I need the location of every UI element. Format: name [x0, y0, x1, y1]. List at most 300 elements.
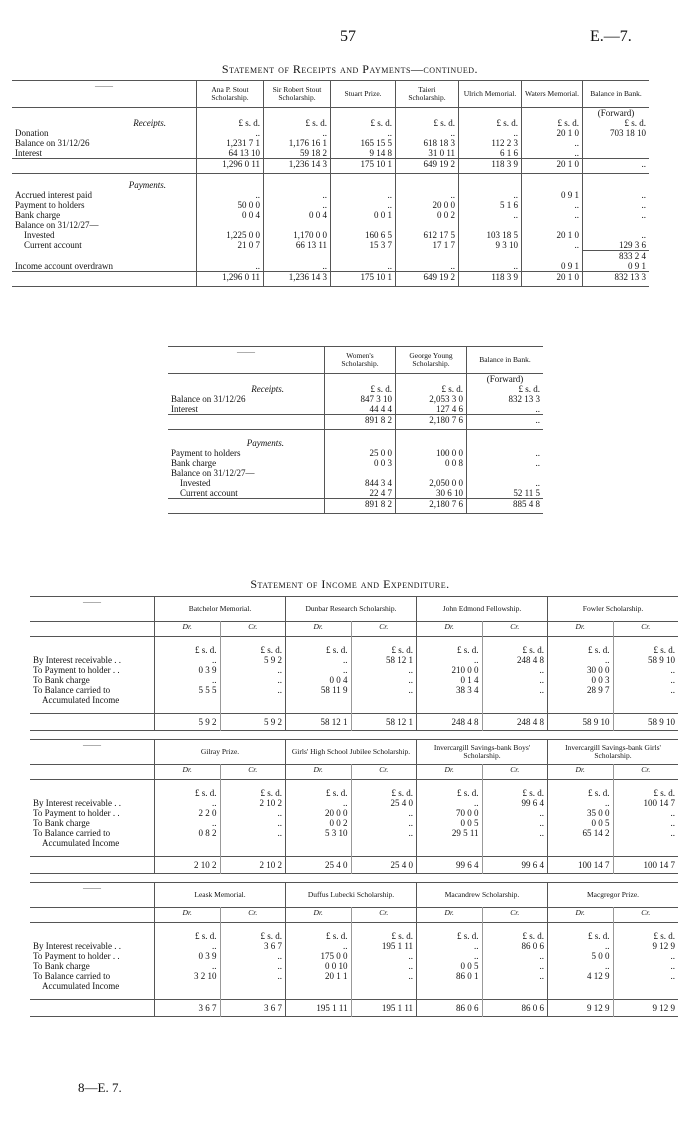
cr-label: Cr. — [613, 622, 678, 637]
dr-label: Dr. — [286, 908, 352, 923]
total-cell: 1,296 0 11 — [197, 159, 264, 174]
row-label: By Interest receivable . . — [33, 941, 121, 951]
row-label: To Bank charge — [33, 675, 90, 685]
cell: 0 0 4 — [264, 210, 331, 220]
payments-heading: Payments. — [246, 438, 284, 448]
cell: .. — [467, 458, 544, 468]
cell — [583, 138, 650, 148]
cell: 0 0 3 — [548, 675, 614, 685]
cell: 30 6 10 — [396, 488, 467, 499]
cell: .. — [482, 971, 548, 981]
total-cell: 118 3 9 — [459, 159, 522, 174]
cell: .. — [197, 190, 264, 200]
cr-label: Cr. — [220, 908, 286, 923]
row-label: To Balance carried to — [33, 685, 111, 695]
units: £ s. d. — [220, 645, 286, 655]
total-cell: 9 12 9 — [548, 1000, 614, 1017]
header-dash: —— — [83, 883, 101, 893]
cell: .. — [467, 448, 544, 458]
cell: 100 14 7 — [613, 798, 678, 808]
row-label: To Payment to holder . . — [33, 808, 120, 818]
cell: 25 4 0 — [351, 798, 417, 808]
row-label: Donation — [15, 128, 49, 138]
total-cell: 649 19 2 — [396, 159, 459, 174]
cell: 2,050 0 0 — [396, 478, 467, 488]
cell: 17 1 7 — [396, 240, 459, 251]
fund-header: Duffus Lubecki Scholarship. — [286, 883, 417, 908]
page-footer: 8—E. 7. — [78, 1080, 122, 1095]
units: £ s. d. — [482, 788, 548, 798]
total-cell: 58 9 10 — [548, 714, 614, 731]
cell: 210 0 0 — [417, 665, 483, 675]
cell: .. — [613, 665, 678, 675]
dr-label: Dr. — [548, 765, 614, 780]
bank-subtotal: 833 2 4 — [583, 251, 650, 262]
cell: .. — [220, 961, 286, 971]
fund-header: Gilray Prize. — [155, 740, 286, 765]
cell: 86 0 1 — [417, 971, 483, 981]
col-womens: Women's Scholarship. — [325, 347, 396, 374]
cell: .. — [220, 685, 286, 695]
cell: 0 0 4 — [286, 675, 352, 685]
cell: .. — [155, 675, 221, 685]
fund-header: Invercargill Savings-bank Girls' Scholarship. — [548, 740, 679, 765]
income-expenditure-title: Statement of Income and Expenditure. — [250, 577, 450, 591]
units: £ s. d. — [459, 118, 522, 128]
total-cell: 195 1 11 — [286, 1000, 352, 1017]
cell: .. — [351, 971, 417, 981]
cr-label: Cr. — [482, 908, 548, 923]
ie-block — [30, 882, 678, 1017]
total-cell: 20 1 0 — [522, 272, 583, 287]
cell: .. — [264, 200, 331, 210]
cell: 0 0 1 — [331, 210, 396, 220]
cr-label: Cr. — [220, 622, 286, 637]
cell: 15 3 7 — [331, 240, 396, 251]
cell: 22 4 7 — [325, 488, 396, 499]
cell: .. — [396, 190, 459, 200]
cell: .. — [613, 828, 678, 838]
row-label: Accumulated Income — [42, 838, 120, 848]
total-cell: 5 9 2 — [220, 714, 286, 731]
header-dash: —— — [237, 347, 255, 357]
cell: 847 3 10 — [325, 394, 396, 404]
units: £ s. d. — [220, 788, 286, 798]
cell: 0 9 1 — [522, 190, 583, 200]
cell: .. — [522, 210, 583, 220]
fund-header: Dunbar Research Scholarship. — [286, 597, 417, 622]
units: £ s. d. — [613, 931, 678, 941]
cell: .. — [583, 210, 650, 220]
cell: .. — [351, 808, 417, 818]
cell: .. — [522, 240, 583, 251]
cell: .. — [522, 138, 583, 148]
cell: .. — [613, 685, 678, 695]
cell: .. — [197, 261, 264, 272]
cell: .. — [482, 685, 548, 695]
units: £ s. d. — [351, 645, 417, 655]
total-cell: 58 12 1 — [351, 714, 417, 731]
units: £ s. d. — [351, 788, 417, 798]
fund-header: Invercargill Savings-bank Boys' Scholarship. — [417, 740, 548, 765]
dr-label: Dr. — [417, 908, 483, 923]
header-dash: —— — [83, 597, 101, 607]
row-label: To Payment to holder . . — [33, 951, 120, 961]
row-label: Balance on 31/12/26 — [15, 138, 90, 148]
cell: .. — [331, 128, 396, 138]
row-label: Income account overdrawn — [15, 261, 113, 271]
row-label: Accumulated Income — [42, 695, 120, 705]
total-cell: 832 13 3 — [583, 272, 650, 287]
units: £ s. d. — [417, 788, 483, 798]
cell: 20 1 0 — [522, 230, 583, 240]
cell: .. — [351, 961, 417, 971]
cell: 58 11 9 — [286, 685, 352, 695]
row-label: Current account — [180, 488, 238, 498]
cell: 65 14 2 — [548, 828, 614, 838]
cell: 20 1 1 — [286, 971, 352, 981]
cell: 0 0 2 — [286, 818, 352, 828]
cell: 618 18 3 — [396, 138, 459, 148]
cell: 612 17 5 — [396, 230, 459, 240]
units: £ s. d. — [286, 645, 352, 655]
total-cell: 1,236 14 3 — [264, 272, 331, 287]
income-expenditure-tables — [30, 596, 678, 1025]
cell: 2,053 3 0 — [396, 394, 467, 404]
cell: .. — [459, 210, 522, 220]
cell: 248 4 8 — [482, 655, 548, 665]
cell: .. — [482, 808, 548, 818]
cell: .. — [331, 200, 396, 210]
dr-label: Dr. — [286, 765, 352, 780]
cell: 175 0 0 — [286, 951, 352, 961]
ie-block — [30, 739, 678, 874]
dr-label: Dr. — [155, 908, 221, 923]
cell: .. — [613, 675, 678, 685]
cell: .. — [482, 828, 548, 838]
col-balance-bank: Balance in Bank. — [583, 81, 650, 108]
units: £ s. d. — [548, 645, 614, 655]
total-cell: 1,296 0 11 — [197, 272, 264, 287]
cr-label: Cr. — [351, 622, 417, 637]
receipts-payments-title: Statement of Receipts and Payments—continued. — [221, 62, 479, 76]
cell: 28 9 7 — [548, 685, 614, 695]
total-cell: 175 10 1 — [331, 159, 396, 174]
cell: 9 3 10 — [459, 240, 522, 251]
cell: .. — [351, 685, 417, 695]
cell: 5 5 5 — [155, 685, 221, 695]
cell: .. — [286, 665, 352, 675]
cr-label: Cr. — [351, 765, 417, 780]
cell: 0 0 8 — [396, 458, 467, 468]
dr-label: Dr. — [286, 622, 352, 637]
cell: .. — [351, 951, 417, 961]
cell: 86 0 6 — [482, 941, 548, 951]
total-cell: 25 4 0 — [286, 857, 352, 874]
cr-label: Cr. — [613, 908, 678, 923]
units: £ s. d. — [155, 788, 221, 798]
cell: .. — [331, 261, 396, 272]
total-cell: 195 1 11 — [351, 1000, 417, 1017]
cell: 1,176 16 1 — [264, 138, 331, 148]
cell: .. — [351, 828, 417, 838]
receipts-heading: Receipts. — [133, 118, 166, 128]
units: £ s. d. — [155, 931, 221, 941]
cell: .. — [459, 128, 522, 138]
cell: 70 0 0 — [417, 808, 483, 818]
cell: 195 1 11 — [351, 941, 417, 951]
units: £ s. d. — [220, 931, 286, 941]
row-label: To Balance carried to — [33, 971, 111, 981]
total-cell: 3 6 7 — [220, 1000, 286, 1017]
cell: 2 10 2 — [220, 798, 286, 808]
units: £ s. d. — [197, 118, 264, 128]
cr-label: Cr. — [220, 765, 286, 780]
cell: 59 18 2 — [264, 148, 331, 159]
row-label: Balance on 31/12/27— — [171, 468, 255, 478]
units: £ s. d. — [264, 118, 331, 128]
forward-label: (Forward) — [583, 108, 650, 119]
cell: .. — [155, 655, 221, 665]
cell: 0 1 4 — [417, 675, 483, 685]
cr-label: Cr. — [482, 622, 548, 637]
cell: .. — [467, 478, 544, 488]
col-waters: Waters Memorial. — [522, 81, 583, 108]
total-cell: 99 6 4 — [417, 857, 483, 874]
cell: .. — [417, 941, 483, 951]
cell: 129 3 6 — [583, 240, 650, 251]
cell: .. — [417, 655, 483, 665]
cell: .. — [220, 665, 286, 675]
cell: 3 6 7 — [220, 941, 286, 951]
cell: .. — [613, 951, 678, 961]
units: £ s. d. — [286, 931, 352, 941]
row-label: Bank charge — [15, 210, 61, 220]
cell: 44 4 4 — [325, 404, 396, 415]
cell: .. — [548, 941, 614, 951]
cr-label: Cr. — [613, 765, 678, 780]
units: £ s. d. — [286, 788, 352, 798]
row-label: Bank charge — [171, 458, 217, 468]
cell: 9 12 9 — [613, 941, 678, 951]
cell: .. — [331, 190, 396, 200]
cell: 0 0 5 — [548, 818, 614, 828]
row-label: To Bank charge — [33, 818, 90, 828]
receipts-payments-table — [12, 80, 649, 287]
cell: .. — [613, 961, 678, 971]
cell: .. — [286, 655, 352, 665]
units: £ s. d. — [417, 645, 483, 655]
cell: .. — [155, 818, 221, 828]
cell: 0 9 1 — [522, 261, 583, 272]
cell: 35 0 0 — [548, 808, 614, 818]
total-cell: 248 4 8 — [417, 714, 483, 731]
header-dash: —— — [83, 740, 101, 750]
row-label: Interest — [15, 148, 42, 158]
row-label: Payment to holders — [15, 200, 85, 210]
total-cell: 3 6 7 — [155, 1000, 221, 1017]
row-label: Current account — [24, 240, 82, 250]
dr-label: Dr. — [548, 908, 614, 923]
cell: 0 0 3 — [325, 458, 396, 468]
units: £ s. d. — [482, 931, 548, 941]
cell: 103 18 5 — [459, 230, 522, 240]
cell: .. — [482, 818, 548, 828]
cell: 100 0 0 — [396, 448, 467, 458]
cell: 6 1 6 — [459, 148, 522, 159]
fund-header: Fowler Scholarship. — [548, 597, 679, 622]
total-cell: 175 10 1 — [331, 272, 396, 287]
total-cell: 891 8 2 — [325, 415, 396, 430]
receipts-payments-table-2 — [168, 346, 543, 514]
units: £ s. d. — [613, 645, 678, 655]
page-ref: E.—7. — [590, 28, 632, 45]
col-robert-stout: Sir Robert Stout Scholarship. — [264, 81, 331, 108]
total-cell: 86 0 6 — [417, 1000, 483, 1017]
cell: 31 0 11 — [396, 148, 459, 159]
total-cell: 2,180 7 6 — [396, 415, 467, 430]
cell: .. — [583, 230, 650, 240]
total-cell: 99 6 4 — [482, 857, 548, 874]
total-cell: .. — [467, 415, 544, 430]
row-label: Balance on 31/12/27— — [15, 220, 99, 230]
cell: .. — [613, 971, 678, 981]
row-label: Accrued interest paid — [15, 190, 92, 200]
cell: .. — [155, 961, 221, 971]
total-cell: 649 19 2 — [396, 272, 459, 287]
col-taieri: Taieri Scholarship. — [396, 81, 459, 108]
cell: 1,225 0 0 — [197, 230, 264, 240]
total-cell: 891 8 2 — [325, 499, 396, 514]
cell: 58 9 10 — [613, 655, 678, 665]
total-cell: 58 12 1 — [286, 714, 352, 731]
fund-header: John Edmond Fellowship. — [417, 597, 548, 622]
page-number: 57 — [340, 28, 356, 45]
cell: 0 0 5 — [417, 818, 483, 828]
cell: 0 0 2 — [396, 210, 459, 220]
dr-label: Dr. — [417, 765, 483, 780]
total-cell: 25 4 0 — [351, 857, 417, 874]
cell: 66 13 11 — [264, 240, 331, 251]
fund-header: Leask Memorial. — [155, 883, 286, 908]
cell: .. — [264, 128, 331, 138]
units: £ s. d. — [548, 931, 614, 941]
cell: .. — [522, 148, 583, 159]
cell: 0 3 9 — [155, 665, 221, 675]
total-cell: 58 9 10 — [613, 714, 678, 731]
row-label: Invested — [24, 230, 55, 240]
cell: .. — [286, 941, 352, 951]
cell: .. — [351, 818, 417, 828]
cell: .. — [583, 200, 650, 210]
total-cell: 86 0 6 — [482, 1000, 548, 1017]
cell: .. — [220, 675, 286, 685]
total-cell: 20 1 0 — [522, 159, 583, 174]
cell: .. — [351, 665, 417, 675]
cr-label: Cr. — [351, 908, 417, 923]
cell: 20 0 0 — [286, 808, 352, 818]
units: £ s. d. — [396, 118, 459, 128]
units: £ s. d. — [522, 118, 583, 128]
cell: 5 0 0 — [548, 951, 614, 961]
units: £ s. d. — [467, 384, 544, 394]
cell: .. — [482, 665, 548, 675]
cell: .. — [548, 961, 614, 971]
cell: 3 2 10 — [155, 971, 221, 981]
units: £ s. d. — [583, 118, 650, 128]
units: £ s. d. — [155, 645, 221, 655]
cell: 58 12 1 — [351, 655, 417, 665]
row-label: Balance on 31/12/26 — [171, 394, 246, 404]
ie-block — [30, 596, 678, 731]
forward-value: 832 13 3 — [467, 394, 544, 404]
total-cell: 1,236 14 3 — [264, 159, 331, 174]
units: £ s. d. — [482, 645, 548, 655]
cell: 21 0 7 — [197, 240, 264, 251]
header-dash: —— — [95, 81, 113, 91]
total-cell: 100 14 7 — [613, 857, 678, 874]
cell: .. — [286, 798, 352, 808]
units: £ s. d. — [331, 118, 396, 128]
row-label: Payment to holders — [171, 448, 241, 458]
cell: .. — [264, 261, 331, 272]
cell: 99 6 4 — [482, 798, 548, 808]
cell: 5 1 6 — [459, 200, 522, 210]
units: £ s. d. — [417, 931, 483, 941]
cell: 127 4 6 — [396, 404, 467, 415]
total-cell: 248 4 8 — [482, 714, 548, 731]
cell: 52 11 5 — [467, 488, 544, 499]
cell: .. — [613, 818, 678, 828]
cell: 0 9 1 — [583, 261, 650, 272]
total-cell: 885 4 8 — [467, 499, 544, 514]
cell: .. — [351, 675, 417, 685]
total-cell: 2,180 7 6 — [396, 499, 467, 514]
fund-header: Macandrew Scholarship. — [417, 883, 548, 908]
row-label: Accumulated Income — [42, 981, 120, 991]
cell: .. — [396, 128, 459, 138]
cell: .. — [155, 798, 221, 808]
cell: .. — [220, 828, 286, 838]
units: £ s. d. — [351, 931, 417, 941]
units: £ s. d. — [613, 788, 678, 798]
cell: .. — [613, 808, 678, 818]
cell: .. — [548, 798, 614, 808]
col-ana-stout: Ana P. Stout Scholarship. — [197, 81, 264, 108]
cell: .. — [459, 190, 522, 200]
col-stuart-prize: Stuart Prize. — [331, 81, 396, 108]
row-label: By Interest receivable . . — [33, 798, 121, 808]
units: £ s. d. — [396, 384, 467, 394]
cell: 5 3 10 — [286, 828, 352, 838]
cell: 1,170 0 0 — [264, 230, 331, 240]
cell: .. — [197, 128, 264, 138]
cell: .. — [220, 808, 286, 818]
cell: 165 15 5 — [331, 138, 396, 148]
row-label: To Bank charge — [33, 961, 90, 971]
forward-value: 703 18 10 — [583, 128, 650, 138]
row-label: By Interest receivable . . — [33, 655, 121, 665]
cell: .. — [583, 190, 650, 200]
cell: 38 3 4 — [417, 685, 483, 695]
units: £ s. d. — [325, 384, 396, 394]
cell: 25 0 0 — [325, 448, 396, 458]
cell: .. — [396, 261, 459, 272]
receipts-heading: Receipts. — [251, 384, 284, 394]
cell: 112 2 3 — [459, 138, 522, 148]
col-balance-bank: Balance in Bank. — [467, 347, 544, 374]
cell: .. — [467, 404, 544, 415]
